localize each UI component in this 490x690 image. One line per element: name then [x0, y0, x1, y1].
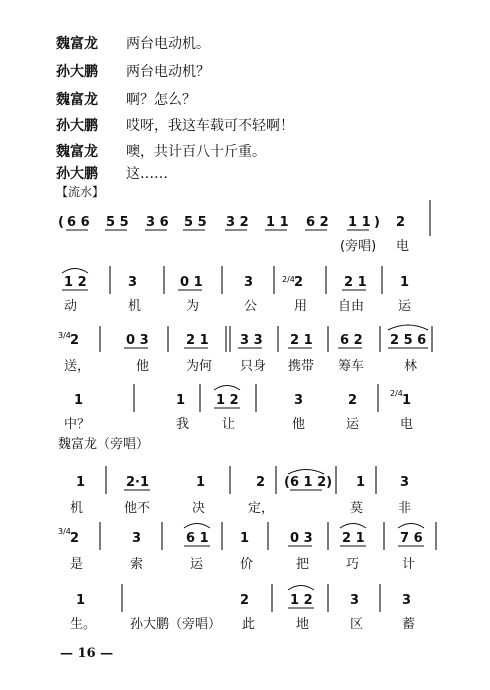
- score-note: 6 1: [186, 531, 209, 546]
- speaker-name: 魏富龙: [56, 36, 98, 52]
- score-note: 1 1: [348, 215, 371, 230]
- lyric: 巧: [346, 557, 360, 572]
- lyric: 为: [186, 299, 200, 314]
- page-number: — 16 —: [60, 646, 114, 661]
- slur: [214, 386, 240, 391]
- time-signature: 2/4: [390, 389, 403, 398]
- lyric: 决: [192, 501, 206, 516]
- slur: [288, 586, 314, 591]
- lyric: 运: [398, 299, 412, 314]
- lyric: 运: [346, 417, 360, 432]
- score-note: 2 5 6: [390, 333, 427, 348]
- score-note: 5 5: [106, 215, 129, 230]
- score-note: 3: [400, 475, 410, 490]
- score-note: 1: [240, 531, 250, 546]
- speaker-name: 孙大鹏: [56, 166, 98, 182]
- lyric: 索: [130, 557, 144, 572]
- lyric: 机: [128, 299, 142, 314]
- lyric: 送，: [64, 359, 91, 374]
- lyric: 用: [294, 299, 308, 314]
- time-signature: 2/4: [282, 275, 295, 284]
- score-note: 6 6: [67, 215, 90, 230]
- lyric: 中？: [64, 417, 91, 432]
- slur: [340, 524, 366, 529]
- lyric: 电: [396, 239, 410, 254]
- score-note: 2: [396, 215, 406, 230]
- dialogue-text: 两台电动机。: [126, 36, 210, 52]
- score-note: 2: [256, 475, 266, 490]
- speaker-name: 魏富龙: [56, 144, 98, 160]
- score-note: 1: [400, 275, 410, 290]
- dialogue-text: 啊？怎么？: [126, 92, 196, 108]
- score-line-2: [62, 266, 412, 314]
- lyric: 机: [70, 501, 84, 516]
- speaker-name: 孙大鹏: [56, 64, 98, 80]
- dialogue-text: 两台电动机？: [126, 64, 210, 80]
- lyric: 价: [240, 557, 254, 572]
- section-tag: 【流水】: [56, 185, 105, 199]
- score-note: 3: [244, 275, 254, 290]
- score-note: 2: [70, 531, 80, 546]
- score-note: 2·1: [126, 475, 150, 490]
- score-note: 0 3: [290, 531, 313, 546]
- slur: [62, 269, 88, 274]
- score-note: 2 1: [290, 333, 313, 348]
- dialogue-text: 这……: [126, 166, 168, 182]
- score-note: 2 1: [344, 275, 367, 290]
- slur: [388, 325, 428, 330]
- score-note: 1 2: [216, 393, 239, 408]
- lyric: 林: [404, 359, 418, 374]
- lyric: (旁唱): [340, 239, 377, 254]
- lyric: 他: [292, 417, 306, 432]
- singer-label: 孙大鹏（旁唱）: [130, 617, 222, 632]
- score-symbol: (: [58, 215, 64, 230]
- score-note: 3 2: [226, 215, 249, 230]
- lyric: 生。: [70, 617, 97, 632]
- score-note: 1: [176, 393, 186, 408]
- slur: [184, 524, 210, 529]
- score-line-4: [58, 384, 413, 452]
- lyric: 非: [398, 501, 412, 516]
- time-signature: 3/4: [58, 527, 71, 536]
- singer-label: 魏富龙（旁唱）: [58, 437, 150, 452]
- time-signature: 3/4: [58, 331, 71, 340]
- score-note: 2 1: [186, 333, 209, 348]
- lyric: 为何: [186, 359, 213, 374]
- lyric: 此: [242, 617, 256, 632]
- score-note: 1: [196, 475, 206, 490]
- lyric: 莫: [350, 501, 364, 516]
- score-note: 0 3: [126, 333, 149, 348]
- slur: [288, 470, 324, 475]
- score-line-6: [58, 522, 436, 572]
- score-note: 6 2: [306, 215, 329, 230]
- score-note: 3: [128, 275, 138, 290]
- lyric: 电: [400, 417, 414, 432]
- score-note: 2: [240, 593, 250, 608]
- score-note: 1: [74, 393, 84, 408]
- lyric: 只身: [240, 359, 267, 374]
- lyric: 筹车: [338, 359, 365, 374]
- speaker-name: 魏富龙: [56, 92, 98, 108]
- lyric: 让: [222, 417, 236, 432]
- score-note: 3: [350, 593, 360, 608]
- score-line-5: [70, 466, 411, 516]
- speaker-name: 孙大鹏: [56, 118, 98, 134]
- score-note: (6 1 2): [284, 475, 333, 490]
- score-note: 3 3: [240, 333, 263, 348]
- lyric: 公: [244, 299, 258, 314]
- lyric: 区: [350, 617, 364, 632]
- score-note: 1: [76, 475, 86, 490]
- dialogue-text: 噢，共计百八十斤重。: [126, 144, 266, 160]
- score-note: 2 1: [342, 531, 365, 546]
- score-note: 3: [294, 393, 304, 408]
- lyric: 动: [64, 299, 78, 314]
- score-note: 6 2: [340, 333, 363, 348]
- lyric: 把: [296, 557, 310, 572]
- score-note: 3 6: [146, 215, 169, 230]
- score-note: 1 2: [290, 593, 313, 608]
- slur: [398, 524, 424, 529]
- score-note: 1: [402, 393, 412, 408]
- lyric: 地: [296, 617, 310, 632]
- score-note: 1: [76, 593, 86, 608]
- score-note: 0 1: [180, 275, 203, 290]
- lyric: 他: [136, 359, 150, 374]
- score-symbol: ): [374, 215, 380, 230]
- lyric: 蓄: [402, 617, 416, 632]
- lyric: 携带: [288, 359, 315, 374]
- lyric: 自由: [338, 299, 365, 314]
- score-note: 2: [70, 333, 80, 348]
- score-note: 2: [294, 275, 304, 290]
- score-note: 3: [132, 531, 142, 546]
- lyric: 定，: [248, 501, 275, 516]
- lyric: 运: [190, 557, 204, 572]
- score-line-7: [70, 584, 415, 632]
- score-note: 7 6: [400, 531, 423, 546]
- lyric: 我: [176, 417, 190, 432]
- dialogue-text: 哎呀，我这车载可不轻啊！: [126, 118, 294, 134]
- score-line-1: [58, 200, 430, 254]
- score-note: 1 2: [64, 275, 87, 290]
- lyric: 他不: [124, 501, 151, 516]
- score-note: 2: [348, 393, 358, 408]
- lyric: 是: [70, 557, 84, 572]
- score-line-3: [58, 325, 432, 374]
- score-note: 1 1: [266, 215, 289, 230]
- score-note: 1: [356, 475, 366, 490]
- lyric: 计: [402, 557, 416, 572]
- score-note: 5 5: [184, 215, 207, 230]
- score-note: 3: [402, 593, 412, 608]
